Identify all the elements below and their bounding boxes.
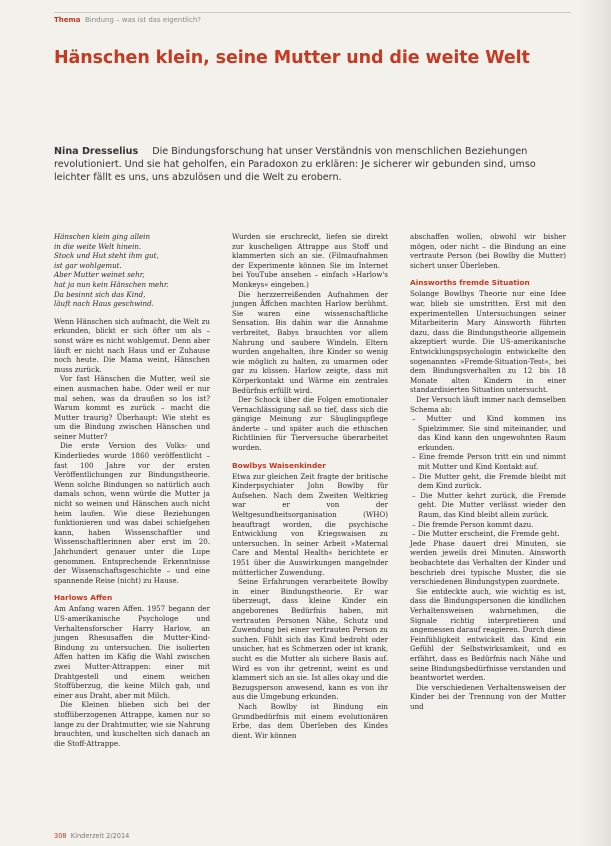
- magazine-name: Kinderzeit: [70, 832, 105, 840]
- paragraph: Sie entdeckte auch, wie wichtig es ist, dass die Bindungspersonen die kindlichen Verhaltensweisen wahrnehmen, die Signale richtig interpretieren und angemessen darauf reagieren. Durch diese Feinfühligkeit entwickelt das Kind ein Gefühl der Selbstwirksamkeit, und es erfährt, dass es Bedürfnis nach Nähe und seine Bindungsbedürfnisse verstanden und beantwortet werden.: [410, 586, 566, 683]
- paragraph: Solange Bowlbys Theorie nur eine Idee war, blieb sie umstritten. Erst mit den experimentellen Untersuchungen seiner Mitarbeiterin Mary Ainsworth führten dazu, dass die Bindungstheorie allgemein akzeptiert wurde. Die US-amerikanische Entwicklungspsychologin entwickelte den sogenannten »Fremde-Situation-Test«, bei dem Bindungsverhalten zu 12 bis 18 Monate alten Kindern in einer standardisierten Situation untersucht.: [410, 289, 566, 395]
- subheading-harlow: Harlows Affen: [54, 593, 113, 603]
- paragraph: Wenn Hänschen sich aufmacht, die Welt zu erkunden, blickt er sich öfter um als – sonst wäre es nicht wohlgemut. Denn aber läuft er nicht nach Haus und er Zuhause noch heute. Die Mama weint, Hänschen muss zurück.: [54, 316, 210, 374]
- list-item: – Die Mutter erscheint, die Fremde geht.: [412, 529, 560, 539]
- poem-line: Hänschen klein ging allein: [54, 232, 151, 241]
- list-item: – Mutter und Kind kommen ins Spielzimmer. Sie sind miteinander, und das Kind kann den ungewohnten Raum erkunden.: [412, 414, 566, 452]
- section-kicker: [54, 16, 201, 24]
- paragraph: Der Versuch läuft immer nach demselben Schema ab:: [410, 394, 566, 414]
- lead-text: Die Bindungsforschung hat unser Verständnis von menschlichen Beziehungen revolutioniert. Und sie hat geholfen, ein Paradoxon zu erklären: Je sicherer wir gebunden sind, umso leichter fällt es uns, uns abzulösen und die Welt zu erobern.: [54, 146, 536, 183]
- poem-line: läuft nach Haus geschwind.: [54, 299, 154, 309]
- poem-line: in die weite Welt hinein.: [54, 241, 142, 251]
- poem-line: ist gar wohlgemut.: [54, 260, 122, 270]
- article-title: Hänschen klein, seine Mutter und die weite Welt: [54, 48, 530, 68]
- paragraph: Nach Bowlby ist Bindung ein Grundbedürfnis mit einem evolutionären Erbe, das dem Überleben des Kindes dient. Wir können: [232, 701, 388, 740]
- paragraph: Seine Erfahrungen verarbeitete Bowlby in einer Bindungstheorie. Er war überzeugt, dass kleine Kinder ein angeborenes Bedürfnis haben, mit vertrauten Personen Nähe, Schutz und Zuwendung bei einer vertrauten Person zu suchen. Fühlt sich das Kind bedroht oder unsicher, hat es Schmerzen oder ist krank, sucht es die Mutter als sichere Basis auf. Wird es von ihr getrennt, weint es und klammert sich an sie. Ist alles okay und die Bezugsperson anwesend, kann es von ihr aus die Umgebung erkunden.: [232, 577, 388, 702]
- column-1: [54, 232, 210, 748]
- list-item: – Die Mutter geht, die Fremde bleibt mit dem Kind zurück.: [412, 471, 566, 491]
- issue-number: 2/2014: [106, 832, 130, 840]
- section-topic: Bindung – was ist das eigentlich?: [84, 16, 202, 24]
- poem-line: hat ja nun kein Hänschen mehr.: [54, 279, 169, 289]
- paragraph: abschaffen wollen, obwohl wir bisher mögen, oder nicht – die Bindung an eine vertraute Person (bei Bowlby die Mutter) sichert unser Überleben.: [410, 232, 566, 270]
- page-number: 308: [54, 832, 67, 840]
- paragraph: Die verschiedenen Verhaltensweisen der Kinder bei der Trennung von der Mutter und: [410, 682, 566, 711]
- list-item: – Eine fremde Person tritt ein und nimmt mit Mutter und Kind Kontakt auf.: [412, 452, 566, 472]
- column-2: [232, 232, 388, 740]
- poem-line: Aber Mutter weinet sehr,: [54, 270, 145, 280]
- poem: [54, 232, 210, 309]
- article-lead: [54, 146, 574, 184]
- procedure-list: [410, 414, 566, 539]
- paragraph: Der Schock über die Folgen emotionaler Vernachlässigung saß so tief, dass sich die gängige Meinung zur Säuglingspflege änderte – und später auch die ethischen Richtlinien für Tierversuche überarbeitet wurden.: [232, 395, 388, 453]
- page-edge-shadow: [581, 0, 611, 846]
- section-label: Thema: [54, 16, 81, 24]
- column-3: [410, 232, 566, 712]
- header-rule: [54, 12, 571, 13]
- poem-line: Stock und Hut steht ihm gut,: [54, 251, 159, 261]
- paragraph: Die Kleinen blieben sich bei der stoffüberzogenen Attrappe, kamen nur so lange zu der Drahtmutter, wie sie Nahrung brauchten, und kuschelten sich danach an die Stoff-Attrappe.: [54, 700, 210, 748]
- author-name: Nina Dresselius: [54, 146, 139, 157]
- paragraph: Jede Phase dauert drei Minuten, sie werden jeweils drei Minuten. Ainsworth beobachtete das Verhalten der Kinder und beschrieb drei typische Muster, die sie verschiedenen Bindungstypen zuordnete.: [410, 538, 566, 587]
- list-item: – Die fremde Person kommt dazu.: [412, 519, 534, 529]
- paragraph: Etwa zur gleichen Zeit fragte der britische Kinderpsychiater John Bowlby für Aufsehen. Nach dem Zweiten Weltkrieg war er von der Weltgesundheitsorganisation (WHO) beauftragt worden, die psychische Entwicklung von Kriegswaisen zu untersuchen. In seiner Arbeit »Maternal Care and Mental Health« berichtete er 1951 über die Auswirkungen mangelnder mütterlicher Zuwendung.: [232, 471, 388, 577]
- subheading-ainsworth: Ainsworths fremde Situation: [410, 278, 530, 288]
- paragraph: Die herzzerreißenden Aufnahmen der jungen Äffchen machten Harlow berühmt. Sie waren eine wissenschaftliche Sensation. Bis dahin war die Annahme verbreitet, Babys brauchten vor allem Nahrung und saubere Windeln. Eltern wurden angehalten, ihre Kinder so wenig wie möglich zu halten, zu umarmen oder gar zu küssen. Harlow zeigte, dass mit Körperkontakt und Wärme ein zentrales Bedürfnis erfüllt wird.: [232, 289, 388, 395]
- paragraph: Am Anfang waren Affen. 1957 begann der US-amerikanische Psychologe und Verhaltensforscher Harry Harlow, an jungen Rhesusaffen die Mutter-Kind-Bindung zu untersuchen. Die isolierten Affen hatten im Käfig die Wahl zwischen zwei Mutter-Attrappen: einer mit Drahtgestell und einem weichen Stoffüberzug, die keine Milch gab, und einer aus Draht, aber mit Milch.: [54, 604, 210, 700]
- paragraph: Vor fast Hänschen die Mutter, weil sie einen ausmachen habe. Oder weil er nur mal sehen, was da draußen so los ist? Warum kommt es zurück – macht die Mutter traurig? Überhaupt: Wie steht es um die Bindung zwischen Hänschen und seiner Mutter?: [54, 374, 210, 441]
- paragraph: Wurden sie erschreckt, liefen sie direkt zur kuscheligen Attrappe aus Stoff und klammerten sich an sie. (Filmaufnahmen der Experimente können Sie im Internet bei YouTube ansehen – einfach »Harlow's Monkeys« eingeben.): [232, 232, 388, 289]
- subheading-bowlby: Bowlbys Waisenkinder: [232, 460, 326, 470]
- paragraph: Die erste Version des Volks- und Kinderliedes wurde 1860 veröffentlicht – fast 100 Jahre vor der ersten Veröffentlichungen zur Bindungstheorie. Wenn solche Bindungen so natürlich auch damals schon, wenn würde die Mutter ja nicht so weinen und Hänschen auch nicht heim laufen. Wie diese Beziehungen funktionieren und was dabei schiefgehen kann, haben Wissenschaftler und Wissenschaftlerinnen aber erst im 20. Jahrhundert genauer unter die Lupe genommen. Entsprechende Erkenntnisse der Wissenschaftsgeschichte – und eine spannende Reise (nicht) zu Hause.: [54, 441, 210, 585]
- poem-line: Da besinnt sich das Kind,: [54, 289, 146, 299]
- page-footer: [54, 832, 129, 840]
- list-item: – Die Mutter kehrt zurück, die Fremde geht. Die Mutter verlässt wieder den Raum, das Kind bleibt allein zurück.: [412, 490, 566, 520]
